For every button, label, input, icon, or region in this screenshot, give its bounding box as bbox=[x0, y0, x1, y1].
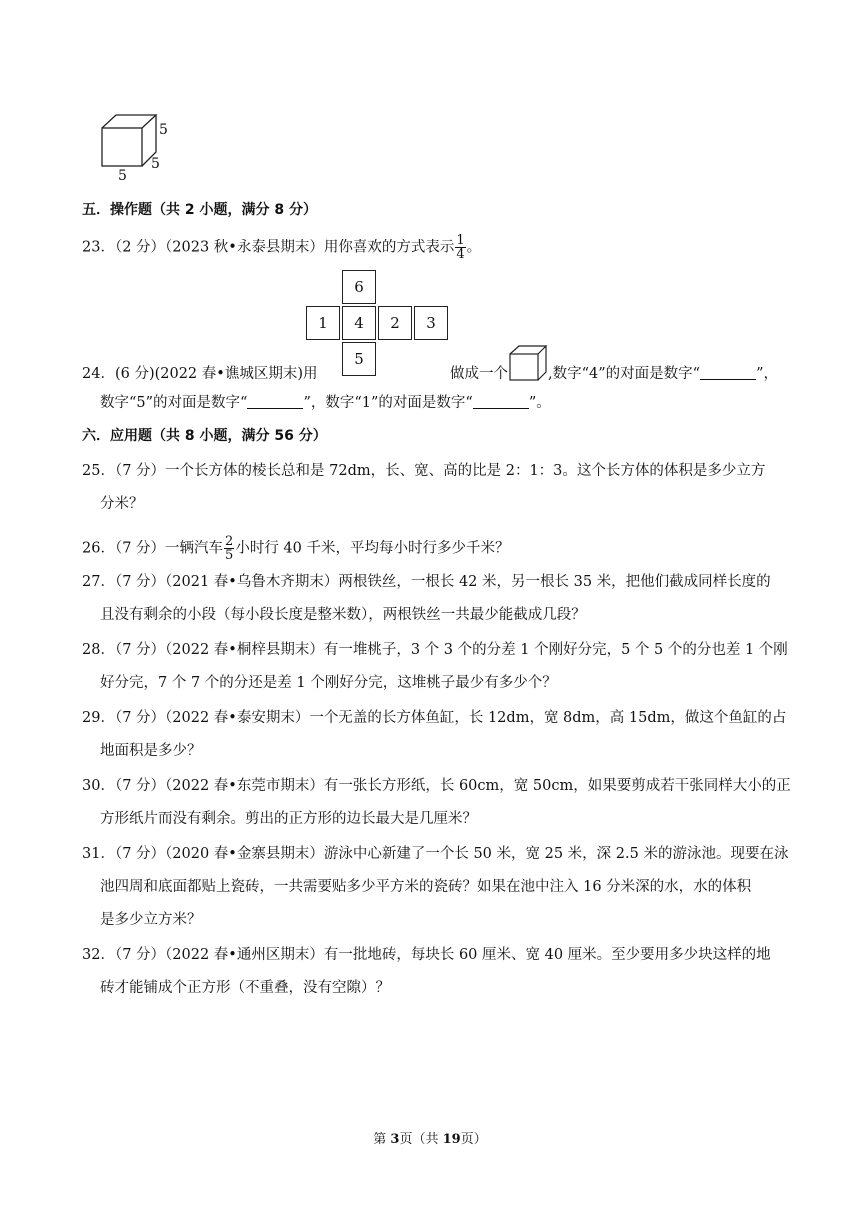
question-29-line2: 地面积是多少？ bbox=[100, 743, 202, 759]
cube-net bbox=[306, 270, 448, 376]
cube-figure bbox=[96, 108, 176, 188]
small-cube-drawing bbox=[508, 342, 548, 382]
question-28-line2: 好分完，7 个 7 个的分还是差 1 个刚好分完，这堆桃子最少有多少个？ bbox=[100, 675, 557, 691]
section6-title: 六．应用题（共 8 小题，满分 56 分） bbox=[82, 428, 327, 444]
q24-prefix: 24．(6 分)(2022 春•谯城区期末)用 bbox=[82, 366, 318, 382]
q24-middle: 做成一个 bbox=[450, 366, 508, 382]
net-cell-4: 4 bbox=[342, 306, 376, 340]
cube-label-right: 5 bbox=[159, 122, 168, 138]
question-31-line2: 池四周和底面都贴上瓷砖，一共需要贴多少平方米的瓷砖？如果在池中注入 16 分米深的水，水的体积 bbox=[100, 879, 752, 895]
q26-prefix: 26．（7 分）一辆汽车 bbox=[82, 540, 224, 557]
question-27-line2: 且没有剩余的小段（每小段长度是整米数），两根铁丝一共最少能截成几段？ bbox=[100, 607, 586, 623]
q23-frac-den: 4 bbox=[456, 247, 465, 262]
page-footer bbox=[0, 1128, 860, 1147]
q26-frac-num: 2 bbox=[225, 534, 234, 549]
q24-blank-2[interactable] bbox=[247, 394, 303, 409]
section5-title: 五．操作题（共 2 小题，满分 8 分） bbox=[82, 202, 317, 218]
net-cell-3: 3 bbox=[414, 306, 448, 340]
q24-after-cube: ,数字“4”的对面是数字“ bbox=[548, 366, 701, 382]
question-27-line1: 27．（7 分）（2021 春•乌鲁木齐期末）两根铁丝，一根长 42 米，另一根长 35 米，把他们截成同样长度的 bbox=[82, 574, 771, 590]
net-cell-2: 2 bbox=[378, 306, 412, 340]
footer-a: 第 bbox=[373, 1132, 391, 1147]
net-cell-bottom: 5 bbox=[342, 342, 376, 376]
question-28-line1: 28．（7 分）（2022 春•桐梓县期末）有一堆桃子，3 个 3 个的分差 1 个刚好分完，5 个 5 个的分也差 1 个刚 bbox=[82, 642, 788, 658]
question-26 bbox=[82, 535, 510, 562]
question-32-line2: 砖才能铺成个正方形（不重叠，没有空隙）？ bbox=[100, 980, 390, 996]
footer-b: 页（共 bbox=[399, 1132, 443, 1147]
question-24-line1 bbox=[82, 364, 317, 384]
footer-c: 页） bbox=[460, 1132, 487, 1147]
cube-drawing bbox=[96, 108, 176, 188]
q26-frac-den: 5 bbox=[225, 548, 234, 563]
q23-frac-num: 1 bbox=[456, 233, 465, 248]
q23-fraction bbox=[455, 234, 465, 261]
q26-suffix: 小时行 40 千米，平均每小时行多少千米？ bbox=[235, 540, 510, 557]
small-cube-icon bbox=[508, 364, 548, 384]
q26-fraction bbox=[224, 535, 234, 562]
q24-line2-b: ”，数字“1”的对面是数字“ bbox=[303, 395, 473, 411]
cube-label-bottom: 5 bbox=[118, 168, 127, 184]
q24-blank-3[interactable] bbox=[473, 394, 529, 409]
question-25-line1: 25．（7 分）一个长方体的棱长总和是 72dm，长、宽、高的比是 2：1：3。这个长方体的体积是多少立方 bbox=[82, 463, 766, 479]
question-30-line1: 30．（7 分）（2022 春•东莞市期末）有一张长方形纸，长 60cm，宽 50cm，如果要剪成若干张同样大小的正 bbox=[82, 778, 791, 794]
question-31-line3: 是多少立方米？ bbox=[100, 912, 202, 928]
q24-line2-a: 数字“5”的对面是数字“ bbox=[100, 395, 248, 411]
question-23 bbox=[82, 234, 481, 261]
question-29-line1: 29．（7 分）（2022 春•泰安期末）一个无盖的长方体鱼缸，长 12dm，宽 8dm，高 15dm，做这个鱼缸的占 bbox=[82, 710, 787, 726]
q24-blank-1[interactable] bbox=[700, 365, 756, 380]
q24-end1: ”， bbox=[756, 366, 778, 382]
net-cell-1: 1 bbox=[306, 306, 340, 340]
q23-prefix: 23．（2 分）（2023 秋•永泰县期末）用你喜欢的方式表示 bbox=[82, 239, 455, 256]
question-24-line2 bbox=[100, 393, 551, 413]
question-25-line2: 分米？ bbox=[100, 496, 144, 512]
q23-suffix: 。 bbox=[466, 239, 482, 256]
cube-label-depth: 5 bbox=[151, 156, 160, 172]
q24-middle-group bbox=[450, 364, 778, 384]
question-30-line2: 方形纸片而没有剩余。剪出的正方形的边长最大是几厘米？ bbox=[100, 811, 477, 827]
question-32-line1: 32．（7 分）（2022 春•通州区期末）有一批地砖，每块长 60 厘米、宽 40 厘米。至少要用多少块这样的地 bbox=[82, 947, 771, 963]
footer-page: 3 bbox=[390, 1132, 400, 1147]
q24-line2-c: ”。 bbox=[528, 395, 551, 411]
question-31-line1: 31．（7 分）（2020 春•金寨县期末）游泳中心新建了一个长 50 米，宽 25 米，深 2.5 米的游泳池。现要在泳 bbox=[82, 846, 789, 862]
footer-total: 19 bbox=[442, 1132, 461, 1147]
net-cell-top: 6 bbox=[342, 270, 376, 304]
